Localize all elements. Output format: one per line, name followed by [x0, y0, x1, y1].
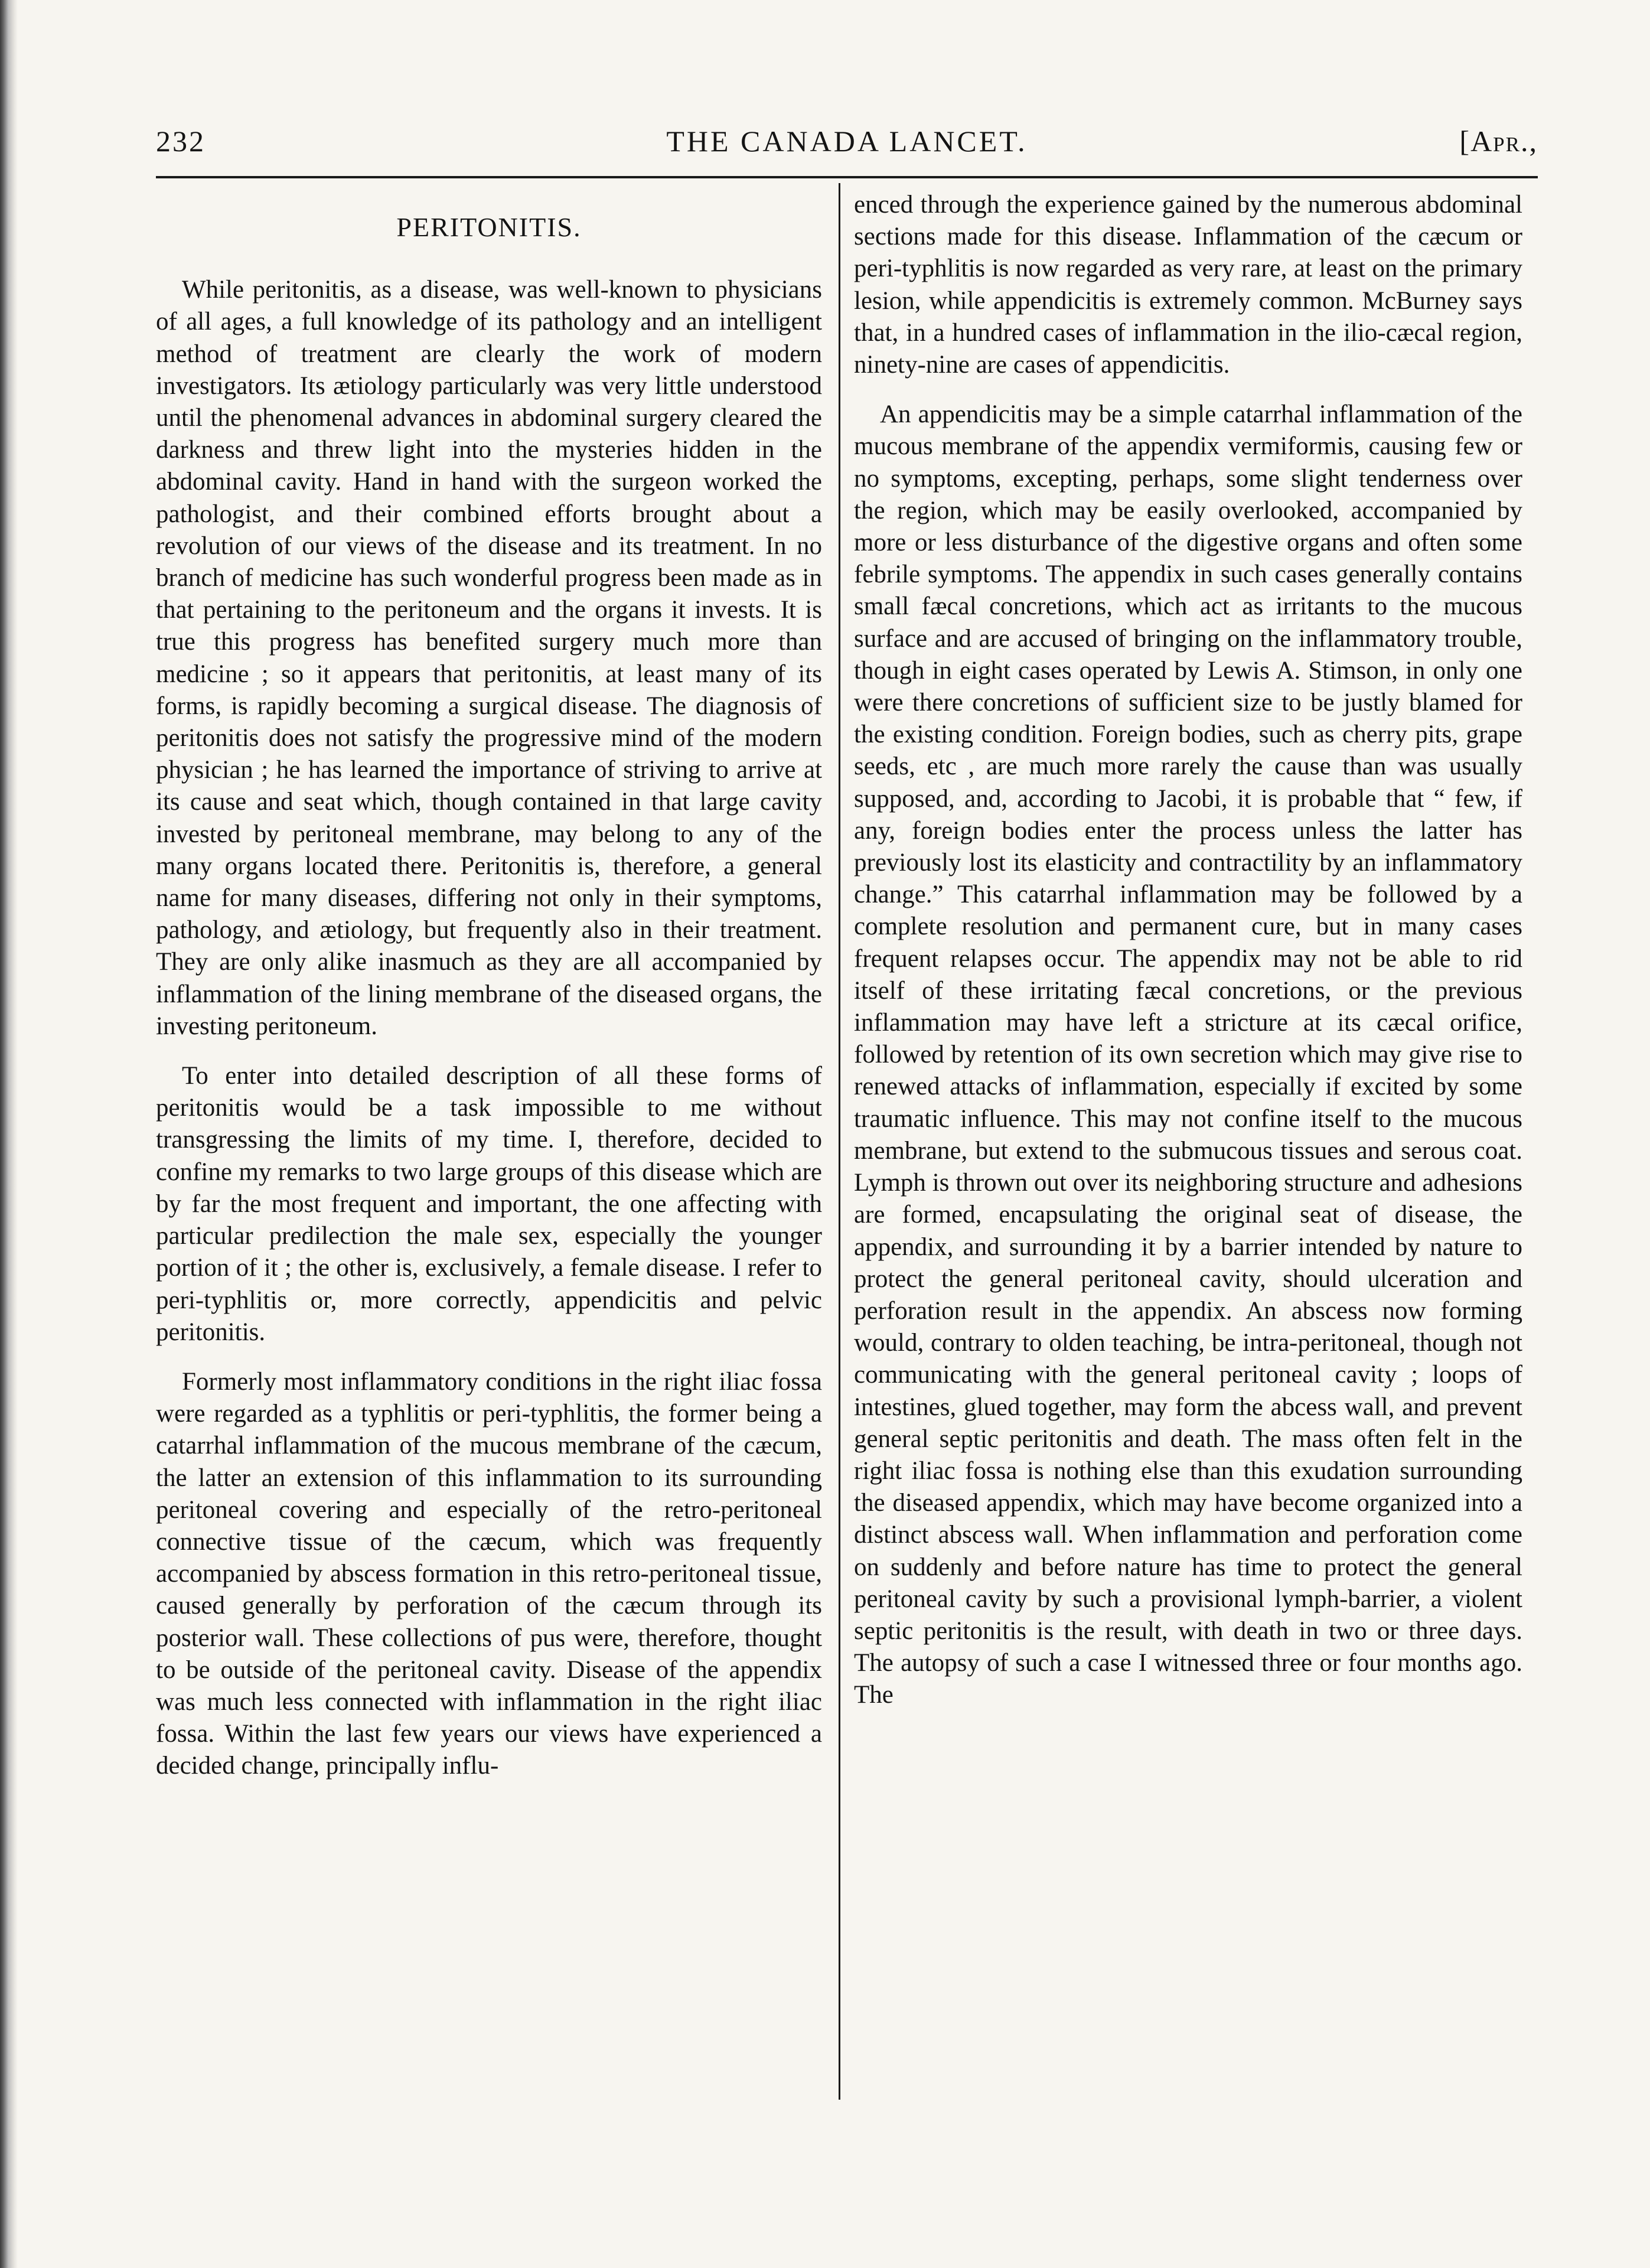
- right-column: [854, 189, 1522, 1729]
- paragraph: Formerly most inflammatory conditions in the right iliac fossa were regarded as a typhlitis or peri-typhlitis, the former being a catarrhal inflammation of the mucous membrane of the cæcum, the latter an extension of this inflammation to its surrounding peritoneal covering and especially of the retro-peritoneal connective tissue of the cæcum, which was frequently accompanied by abscess formation in this retro-peritoneal tissue, caused generally by perforation of the cæcum through its posterior wall. These collections of pus were, therefore, thought to be outside of the peritoneal cavity. Disease of the appendix was much less connected with inflammation in the right iliac fossa. Within the last few years our views have experienced a decided change, principally influ-: [156, 1367, 822, 1780]
- paragraph: While peritonitis, as a disease, was well-known to physicians of all ages, a full knowledge of its pathology and an intelligent method of treatment are clearly the work of modern investigators. Its ætiology particularly was very little understood until the phenomenal advances in abdominal surgery cleared the darkness and threw light into the mysteries hidden in the abdominal cavity. Hand in hand with the surgeon worked the pathologist, and their combined efforts brought about a revolution of our views of the disease and its treatment. In no branch of medicine has such wonderful progress been made as in that pertaining to the peritoneum and the organs it invests. It is true this progress has benefited surgery much more than medicine ; so it appears that peritonitis, at least many of its forms, is rapidly becoming a surgical disease. The diagnosis of peritonitis does not satisfy the progressive mind of the modern physician ; he has learned the importance of striving to arrive at its cause and seat which, though contained in that large cavity invested by peritoneal membrane, may belong to any of the many organs located there. Peritonitis is, therefore, a general name for many diseases, differing not only in their symptoms, pathology, and ætiology, but frequently also in their treatment. They are only alike inasmuch as they are all accompanied by inflammation of the lining membrane of the diseased organs, the investing peritoneum.: [156, 276, 822, 1040]
- page-number: 232: [156, 125, 206, 158]
- journal-title: THE CANADA LANCET.: [666, 125, 1028, 158]
- article-title: PERITONITIS.: [396, 212, 582, 242]
- header-rule: [156, 176, 1538, 178]
- issue-label: [Apr.,: [1459, 125, 1538, 158]
- scan-edge-shadow: [0, 0, 18, 2268]
- page-header: [156, 124, 1538, 177]
- paragraph: To enter into detailed description of all these forms of peritonitis would be a task impossible to me without transgressing the limits of my time. I, therefore, decided to confine my remarks to two large groups of this disease which are by far the most frequent and important, the one affecting with particular predilection the male sex, especially the younger portion of it ; the other is, exclusively, a female disease. I refer to peri-typhlitis or, more correctly, appendicitis and pelvic peritonitis.: [156, 1062, 822, 1346]
- paragraph: enced through the experience gained by the numerous abdominal sections made for this disease. Inflammation of the cæcum or peri-typhlitis is now regarded as very rare, at least on the primary lesion, while appendicitis is extremely common. McBurney says that, in a hundred cases of inflammation in the ilio-cæcal region, ninety-nine are cases of appendicitis.: [854, 191, 1522, 379]
- left-column: [156, 189, 822, 1800]
- paragraph: An appendicitis may be a simple catarrhal inflammation of the mucous membrane of the appendix vermiformis, causing few or no symptoms, excepting, perhaps, some slight tenderness over the region, which may be easily overlooked, accompanied by more or less disturbance of the digestive organs and often some febrile symptoms. The appendix in such cases generally contains small fæcal concretions, which act as irritants to the mucous surface and are accused of bringing on the inflammatory trouble, though in eight cases operated by Lewis A. Stimson, in only one were there concretions of sufficient size to be justly blamed for the existing condition. Foreign bodies, such as cherry pits, grape seeds, etc , are much more rarely the cause than was usually supposed, and, according to Jacobi, it is probable that “ few, if any, foreign bodies enter the process unless the latter has previously lost its elasticity and contractility by an inflammatory change.” This catarrhal inflammation may be followed by a complete resolution and permanent cure, but in many cases frequent relapses occur. The appendix may not be able to rid itself of these irritating fæcal concretions, or the previous inflammation may have left a stricture at its cæcal orifice, followed by retention of its own secretion which may give rise to renewed attacks of inflammation, especially if excited by some traumatic influence. This may not confine itself to the mucous membrane, but extend to the submucous tissues and serous coat. Lymph is thrown out over its neighboring structure and adhesions are formed, encapsulating the original seat of disease, the appendix, and surrounding it by a barrier intended by nature to protect the general peritoneal cavity, should ulceration and perforation result in the appendix. An abscess now forming would, contrary to olden teaching, be intra-peritoneal, though not communicating with the general peritoneal cavity ; loops of intestines, glued together, may form the abcess wall, and prevent general septic peritonitis and death. The mass often felt in the right iliac fossa is nothing else than this exudation surrounding the diseased appendix, which may have become organized into a distinct abscess wall. When inflammation and perforation come on suddenly and before nature has time to protect the general peritoneal cavity by such a provisional lymph-barrier, a violent septic peritonitis is the result, with death in two or three days. The autopsy of such a case I witnessed three or four months ago. The: [854, 400, 1522, 1709]
- column-divider: [839, 183, 840, 2100]
